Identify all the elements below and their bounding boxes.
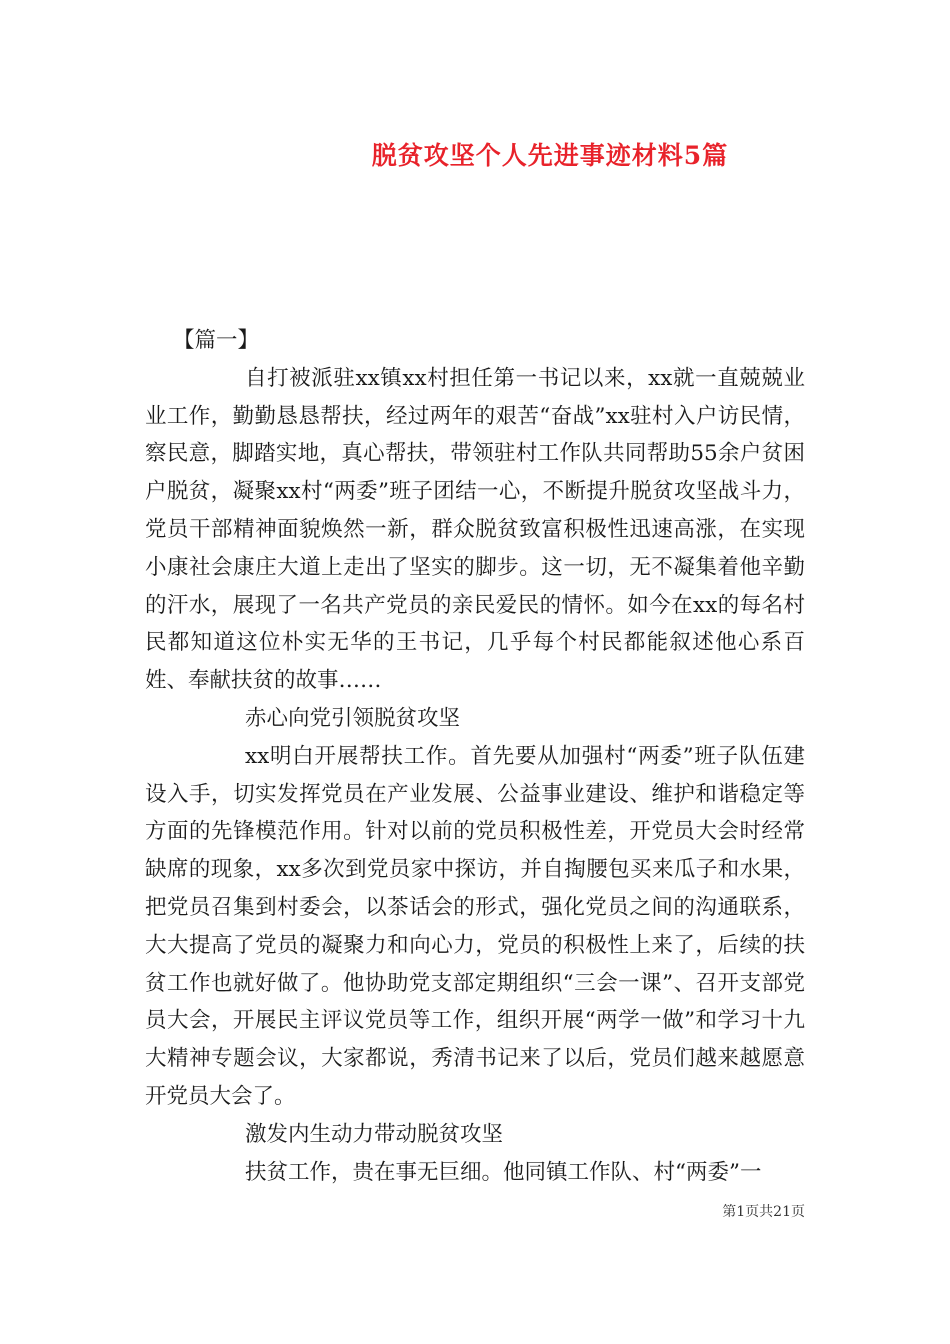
paragraph: xx明白开展帮扶工作。首先要从加强村“两委”班子队伍建设入手，切实发挥党员在产业发展、公益事业建设、维护和谐稳定等方面的先锋模范作用。针对以前的党员积极性差，开党员大会时经常缺席的现象，xx多次到党员家中探访，并自掏腰包买来瓜子和水果，把党员召集到村委会，以茶话会的形式，强化党员之间的沟通联系，大大提高了党员的凝聚力和向心力，党员的积极性上来了，后续的扶贫工作也就好做了。他协助党支部定期组织“三会一课”、召开支部党员大会，开展民主评议党员等工作，组织开展“两学一做”和学习十九大精神专题会议，大家都说，秀清书记来了以后，党员们越来越愿意开党员大会了。 — [145, 743, 805, 1109]
document-title: 脱贫攻坚个人先进事迹材料5篇 — [371, 141, 729, 170]
subheading: 赤心向党引领脱贫攻坚 — [245, 705, 461, 731]
document-body — [145, 322, 805, 1191]
paragraph: 自打被派驻xx镇xx村担任第一书记以来，xx就一直兢兢业业工作，勤勤恳恳帮扶，经过两年的艰苦“奋战”xx驻村入户访民情，察民意，脚踏实地，真心帮扶，带领驻村工作队共同帮助55余户贫困户脱贫，凝聚xx村“两委”班子团结一心，不断提升脱贫攻坚战斗力，党员干部精神面貌焕然一新，群众脱贫致富积极性迅速高涨，在实现小康社会康庄大道上走出了坚实的脚步。这一切，无不凝集着他辛勤的汗水，展现了一名共产党员的亲民爱民的情怀。如今在xx的每名村民都知道这位朴实无华的王书记，几乎每个村民都能叙述他心系百姓、奉献扶贫的故事…… — [145, 365, 805, 694]
subheading: 激发内生动力带动脱贫攻坚 — [245, 1121, 504, 1147]
section-label: 【篇一】 — [173, 328, 260, 353]
paragraph: 扶贫工作，贵在事无巨细。他同镇工作队、村“两委”一 — [245, 1159, 762, 1185]
page-number-footer: 第1页共21页 — [722, 1204, 805, 1220]
